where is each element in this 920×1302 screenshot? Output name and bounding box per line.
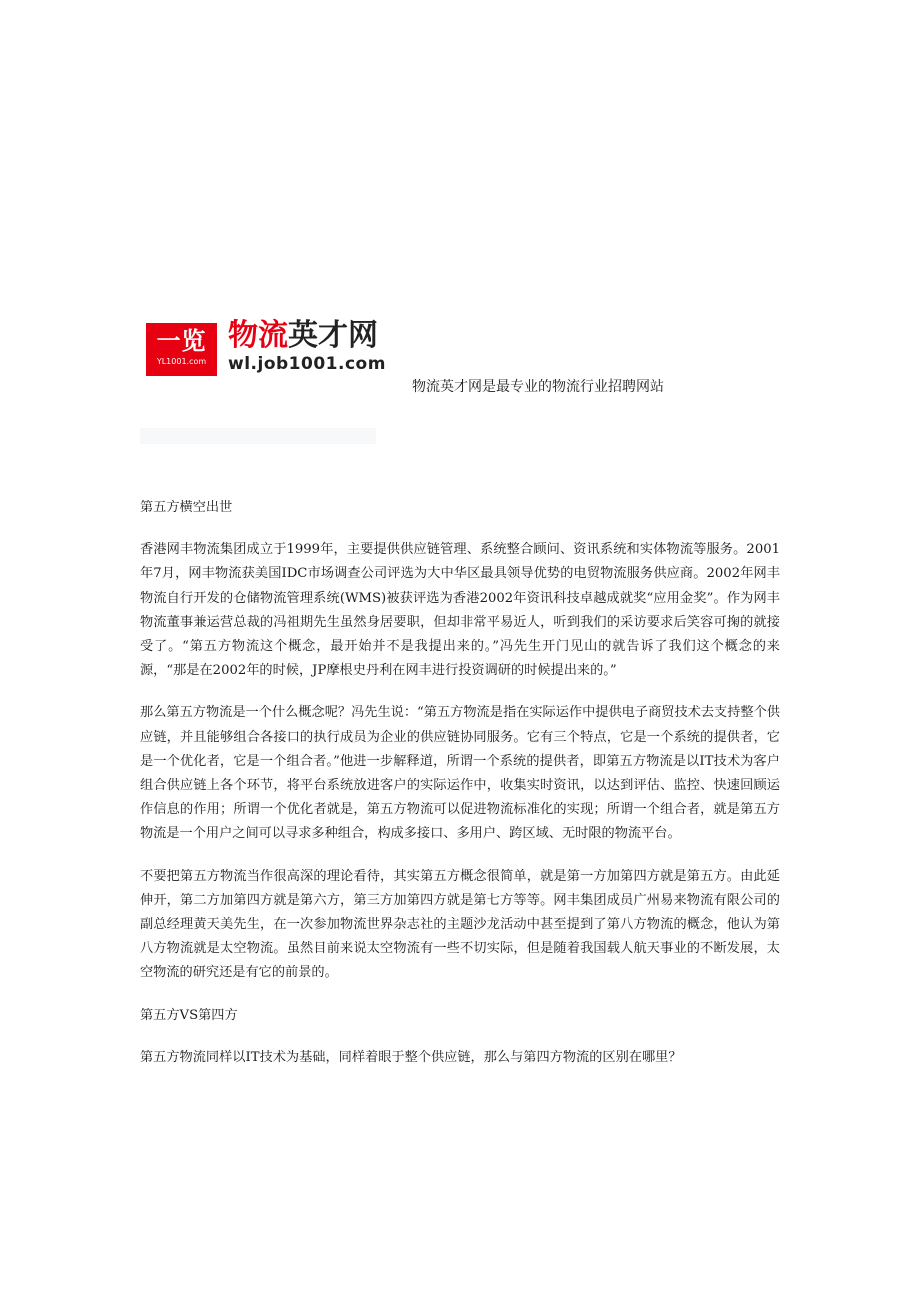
logo-badge-domain: YL1001.com — [156, 357, 207, 366]
article-body — [140, 496, 780, 1088]
paragraph: 第五方物流同样以IT技术为基础，同样着眼于整个供应链，那么与第四方物流的区别在哪里？ — [140, 1049, 682, 1065]
paragraph: 那么第五方物流是一个什么概念呢？冯先生说：“第五方物流是指在实际运作中提供电子商贸技术去支持整个供应链，并且能够组合各接口的执行成员为企业的供应链协同服务。它有三个特点，它是一个系统的提供者，它是一个优化者，它是一个组合者。”他进一步解释道，所谓一个系统的提供者，即第五方物流是以IT技术为客户组合供应链上各个环节，将平台系统放进客户的实际运作中，收集实时资讯，以达到评估、监控、快速回顾运作信息的作用；所谓一个优化者就是，第五方物流可以促进物流标准化的实现；所谓一个组合者，就是第五方物流是一个用户之间可以寻求多种组合，构成多接口、多用户、跨区域、无时限的物流平台。 — [140, 705, 780, 842]
divider-bar — [140, 428, 376, 444]
logo-name-red: 物流 — [228, 318, 288, 353]
logo-url: wl.job1001.com — [228, 354, 386, 374]
section-heading: 第五方横空出世 — [140, 500, 233, 515]
logo-wordmark — [228, 318, 378, 354]
site-tagline: 物流英才网是最专业的物流行业招聘网站 — [412, 379, 664, 395]
paragraph: 不要把第五方物流当作很高深的理论看待，其实第五方概念很简单，就是第一方加第四方就是第五方。由此延伸开，第二方加第四方就是第六方，第三方加第四方就是第七方等等。网丰集团成员广州易来物流有限公司的副总经理黄天美先生，在一次参加物流世界杂志社的主题沙龙活动中甚至提到了第八方物流的概念，他认为第八方物流就是太空物流。虽然目前来说太空物流有一些不切实际，但是随着我国载人航天事业的不断发展，太空物流的研究还是有它的前景的。 — [140, 868, 780, 981]
logo-badge-text: 一览 — [156, 327, 207, 355]
logo-name-dark: 英才网 — [288, 318, 378, 353]
section-heading: 第五方VS第四方 — [140, 1007, 238, 1023]
logo-badge — [146, 323, 217, 376]
paragraph: 香港网丰物流集团成立于1999年，主要提供供应链管理、系统整合顾问、资讯系统和实体物流等服务。2001年7月，网丰物流获美国IDC市场调查公司评选为大中华区最具领导优势的电贸物流服务供应商。2002年网丰物流自行开发的仓储物流管理系统(WMS)被获评选为香港2002年资讯科技卓越成就奖“应用金奖”。作为网丰物流董事兼运营总裁的冯祖期先生虽然身居要职，但却非常平易近人，听到我们的采访要求后笑容可掬的就接受了。“第五方物流这个概念，最开始并不是我提出来的。”冯先生开门见山的就告诉了我们这个概念的来源，“那是在2002年的时候，JP摩根史丹利在网丰进行投资调研的时候提出来的。” — [140, 542, 780, 679]
